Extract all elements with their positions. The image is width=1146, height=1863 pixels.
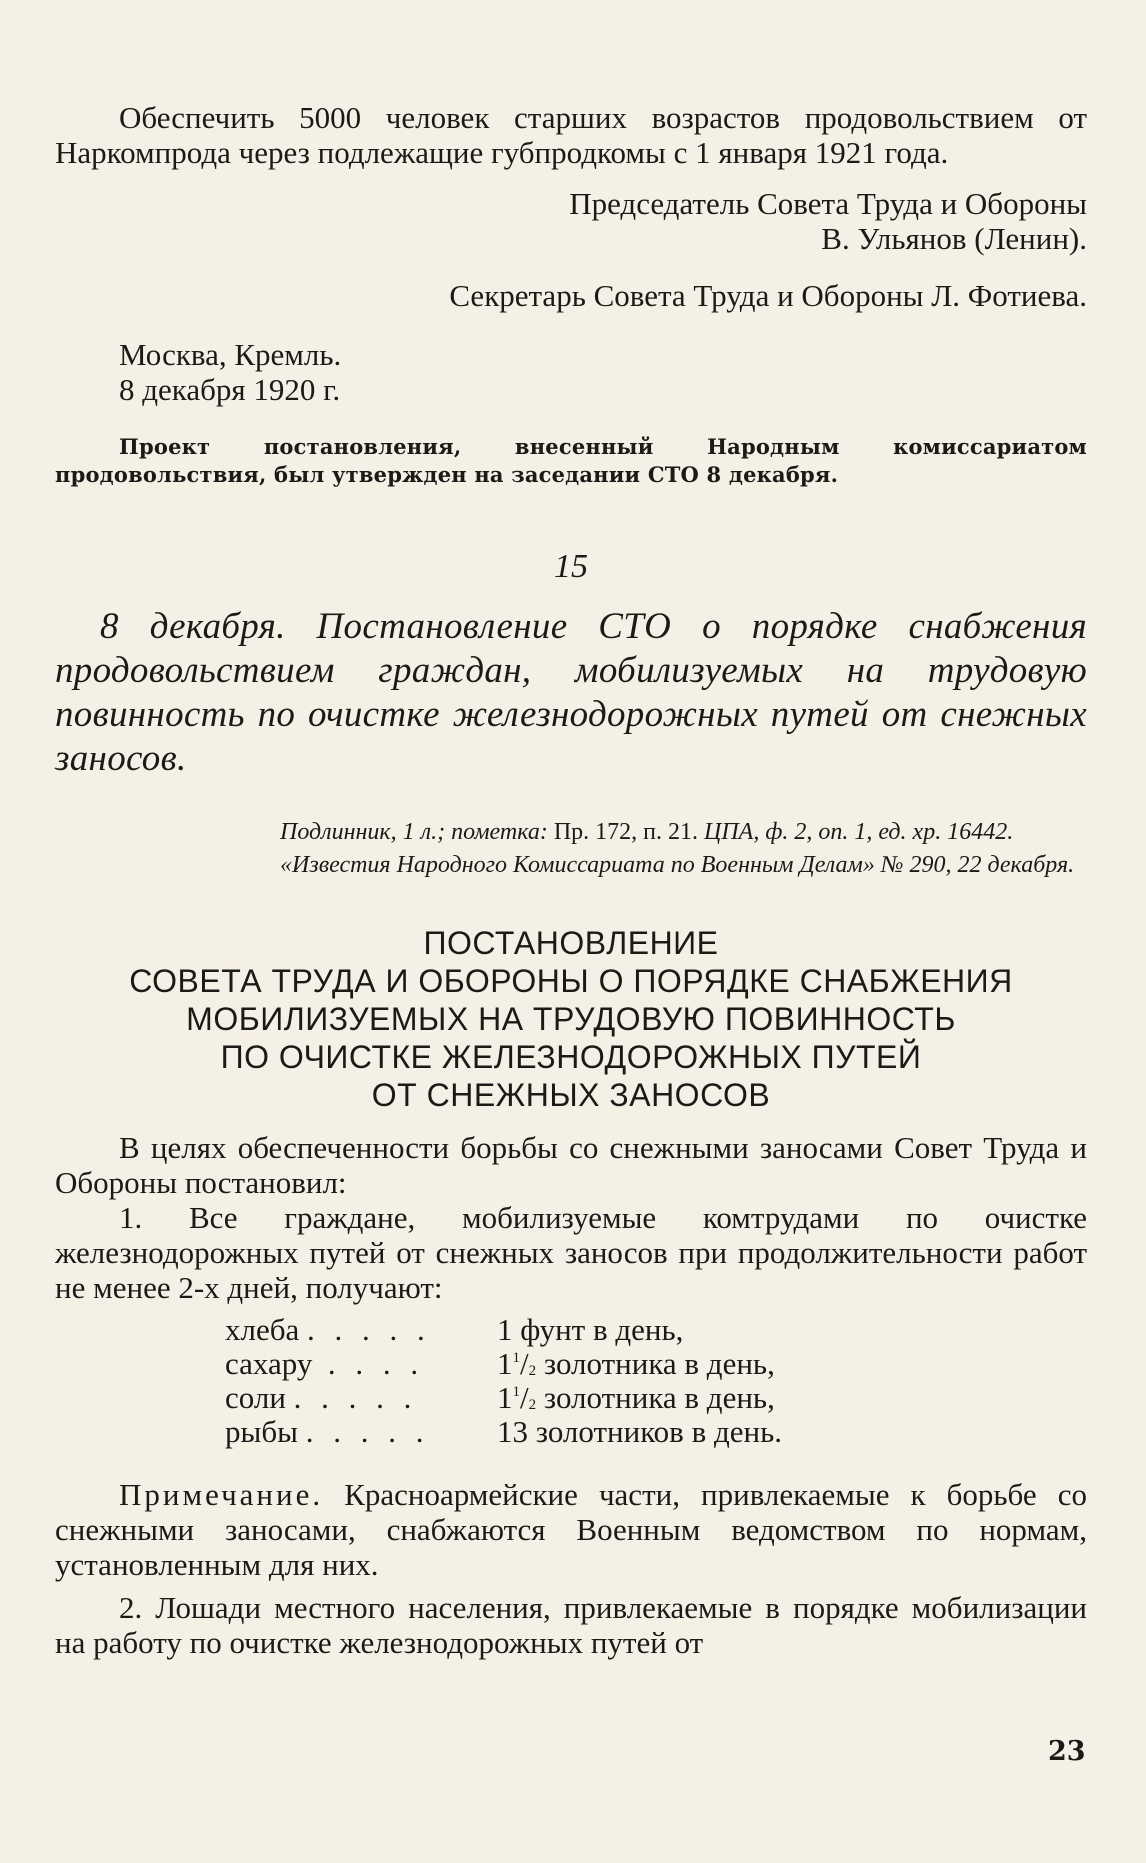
note-text: Красноармейские части, привлекаемые к борьбе со снежными заносами, снабжаются Военным ведомством по нормам, установленным для них. xyxy=(55,1477,1088,1582)
signature-chair-title: Председатель Совета Труда и Обороны xyxy=(569,186,1087,221)
ration-amount: 1 фунт в день, xyxy=(497,1312,684,1347)
item-1: 1. Все граждане, мобилизуемые комтрудами по очистке железнодорожных путей от снежных заносов при продолжительности работ не менее 2-х дней, получают: xyxy=(55,1200,1087,1305)
ration-dots: . . . . . xyxy=(307,1313,431,1347)
ration-row xyxy=(225,1381,1087,1415)
source-1 xyxy=(55,818,1087,847)
rations-table xyxy=(225,1313,1087,1449)
place: Москва, Кремль. xyxy=(119,337,342,372)
ration-amount: $1^1/_2$ золотника в день, xyxy=(497,1346,775,1381)
editor-note: Проект постановления, внесенный Народным комиссариатом продовольствия, был утвержден на заседании СТО 8 декабря. xyxy=(55,434,1087,487)
ration-item: сахару xyxy=(225,1347,313,1381)
note-paragraph xyxy=(55,1477,1087,1582)
signature-secretary: Секретарь Совета Труда и Обороны Л. Фотиева. xyxy=(449,278,1087,313)
ration-dots: . . . . . xyxy=(305,1415,430,1449)
date: 8 декабря 1920 г. xyxy=(119,372,341,407)
ration-row xyxy=(225,1313,1087,1347)
ration-row xyxy=(225,1347,1087,1381)
title-line: ОТ СНЕЖНЫХ ЗАНОСОВ xyxy=(371,1077,771,1113)
source-1-mark: Пр. 172, п. 21. xyxy=(553,819,698,845)
intro-paragraph: Обеспечить 5000 человек старших возрастов продовольствием от Наркомпрода через подлежащие губпродкомы с 1 января 1921 года. xyxy=(55,100,1087,170)
source-1-archive: ЦПА, ф. 2, оп. 1, ед. хр. 16442. xyxy=(704,819,1014,845)
preamble: В целях обеспеченности борьбы со снежными заносами Совет Труда и Обороны постановил: xyxy=(55,1130,1087,1200)
signature-chair-name: В. Ульянов (Ленин). xyxy=(821,221,1087,256)
ration-item: хлеба xyxy=(225,1313,300,1347)
source-2: «Известия Народного Комиссариата по Военным Делам» № 290, 22 декабря. xyxy=(280,852,1075,878)
ration-item: соли xyxy=(225,1381,286,1415)
signature-chair xyxy=(55,186,1087,256)
document-heading: 8 декабря. Постановление СТО о порядке снабжения продовольствием граждан, мобилизуемых на трудовую повинность по очистке железнодорожных путей от снежных заносов. xyxy=(55,606,1087,779)
document-number: 15 xyxy=(554,548,588,585)
ration-dots: . . . . xyxy=(327,1347,425,1381)
title-line: СОВЕТА ТРУДА И ОБОРОНЫ О ПОРЯДКЕ СНАБЖЕНИЯ xyxy=(129,963,1013,999)
page-content xyxy=(55,100,1087,1660)
decree-title xyxy=(55,924,1087,1114)
title-line: МОБИЛИЗУЕМЫХ НА ТРУДОВУЮ ПОВИННОСТЬ xyxy=(186,1001,956,1037)
source-1-label: Подлинник, 1 л.; пометка: xyxy=(280,819,548,845)
note-label: Примечание. xyxy=(119,1477,324,1512)
place-date xyxy=(55,337,1087,407)
title-line: ПОСТАНОВЛЕНИЕ xyxy=(423,925,719,961)
ration-amount: 13 золотников в день. xyxy=(497,1414,782,1449)
title-line: ПО ОЧИСТКЕ ЖЕЛЕЗНОДОРОЖНЫХ ПУТЕЙ xyxy=(220,1039,922,1075)
ration-row xyxy=(225,1415,1087,1449)
ration-amount: $1^1/_2$ золотника в день, xyxy=(497,1380,775,1415)
ration-item: рыбы xyxy=(225,1415,298,1449)
ration-dots: . . . . . xyxy=(293,1381,418,1415)
item-2: 2. Лошади местного населения, привлекаемые в порядке мобилизации на работу по очистке железнодорожных путей от xyxy=(55,1590,1087,1660)
page-number: 23 xyxy=(1048,1736,1086,1767)
